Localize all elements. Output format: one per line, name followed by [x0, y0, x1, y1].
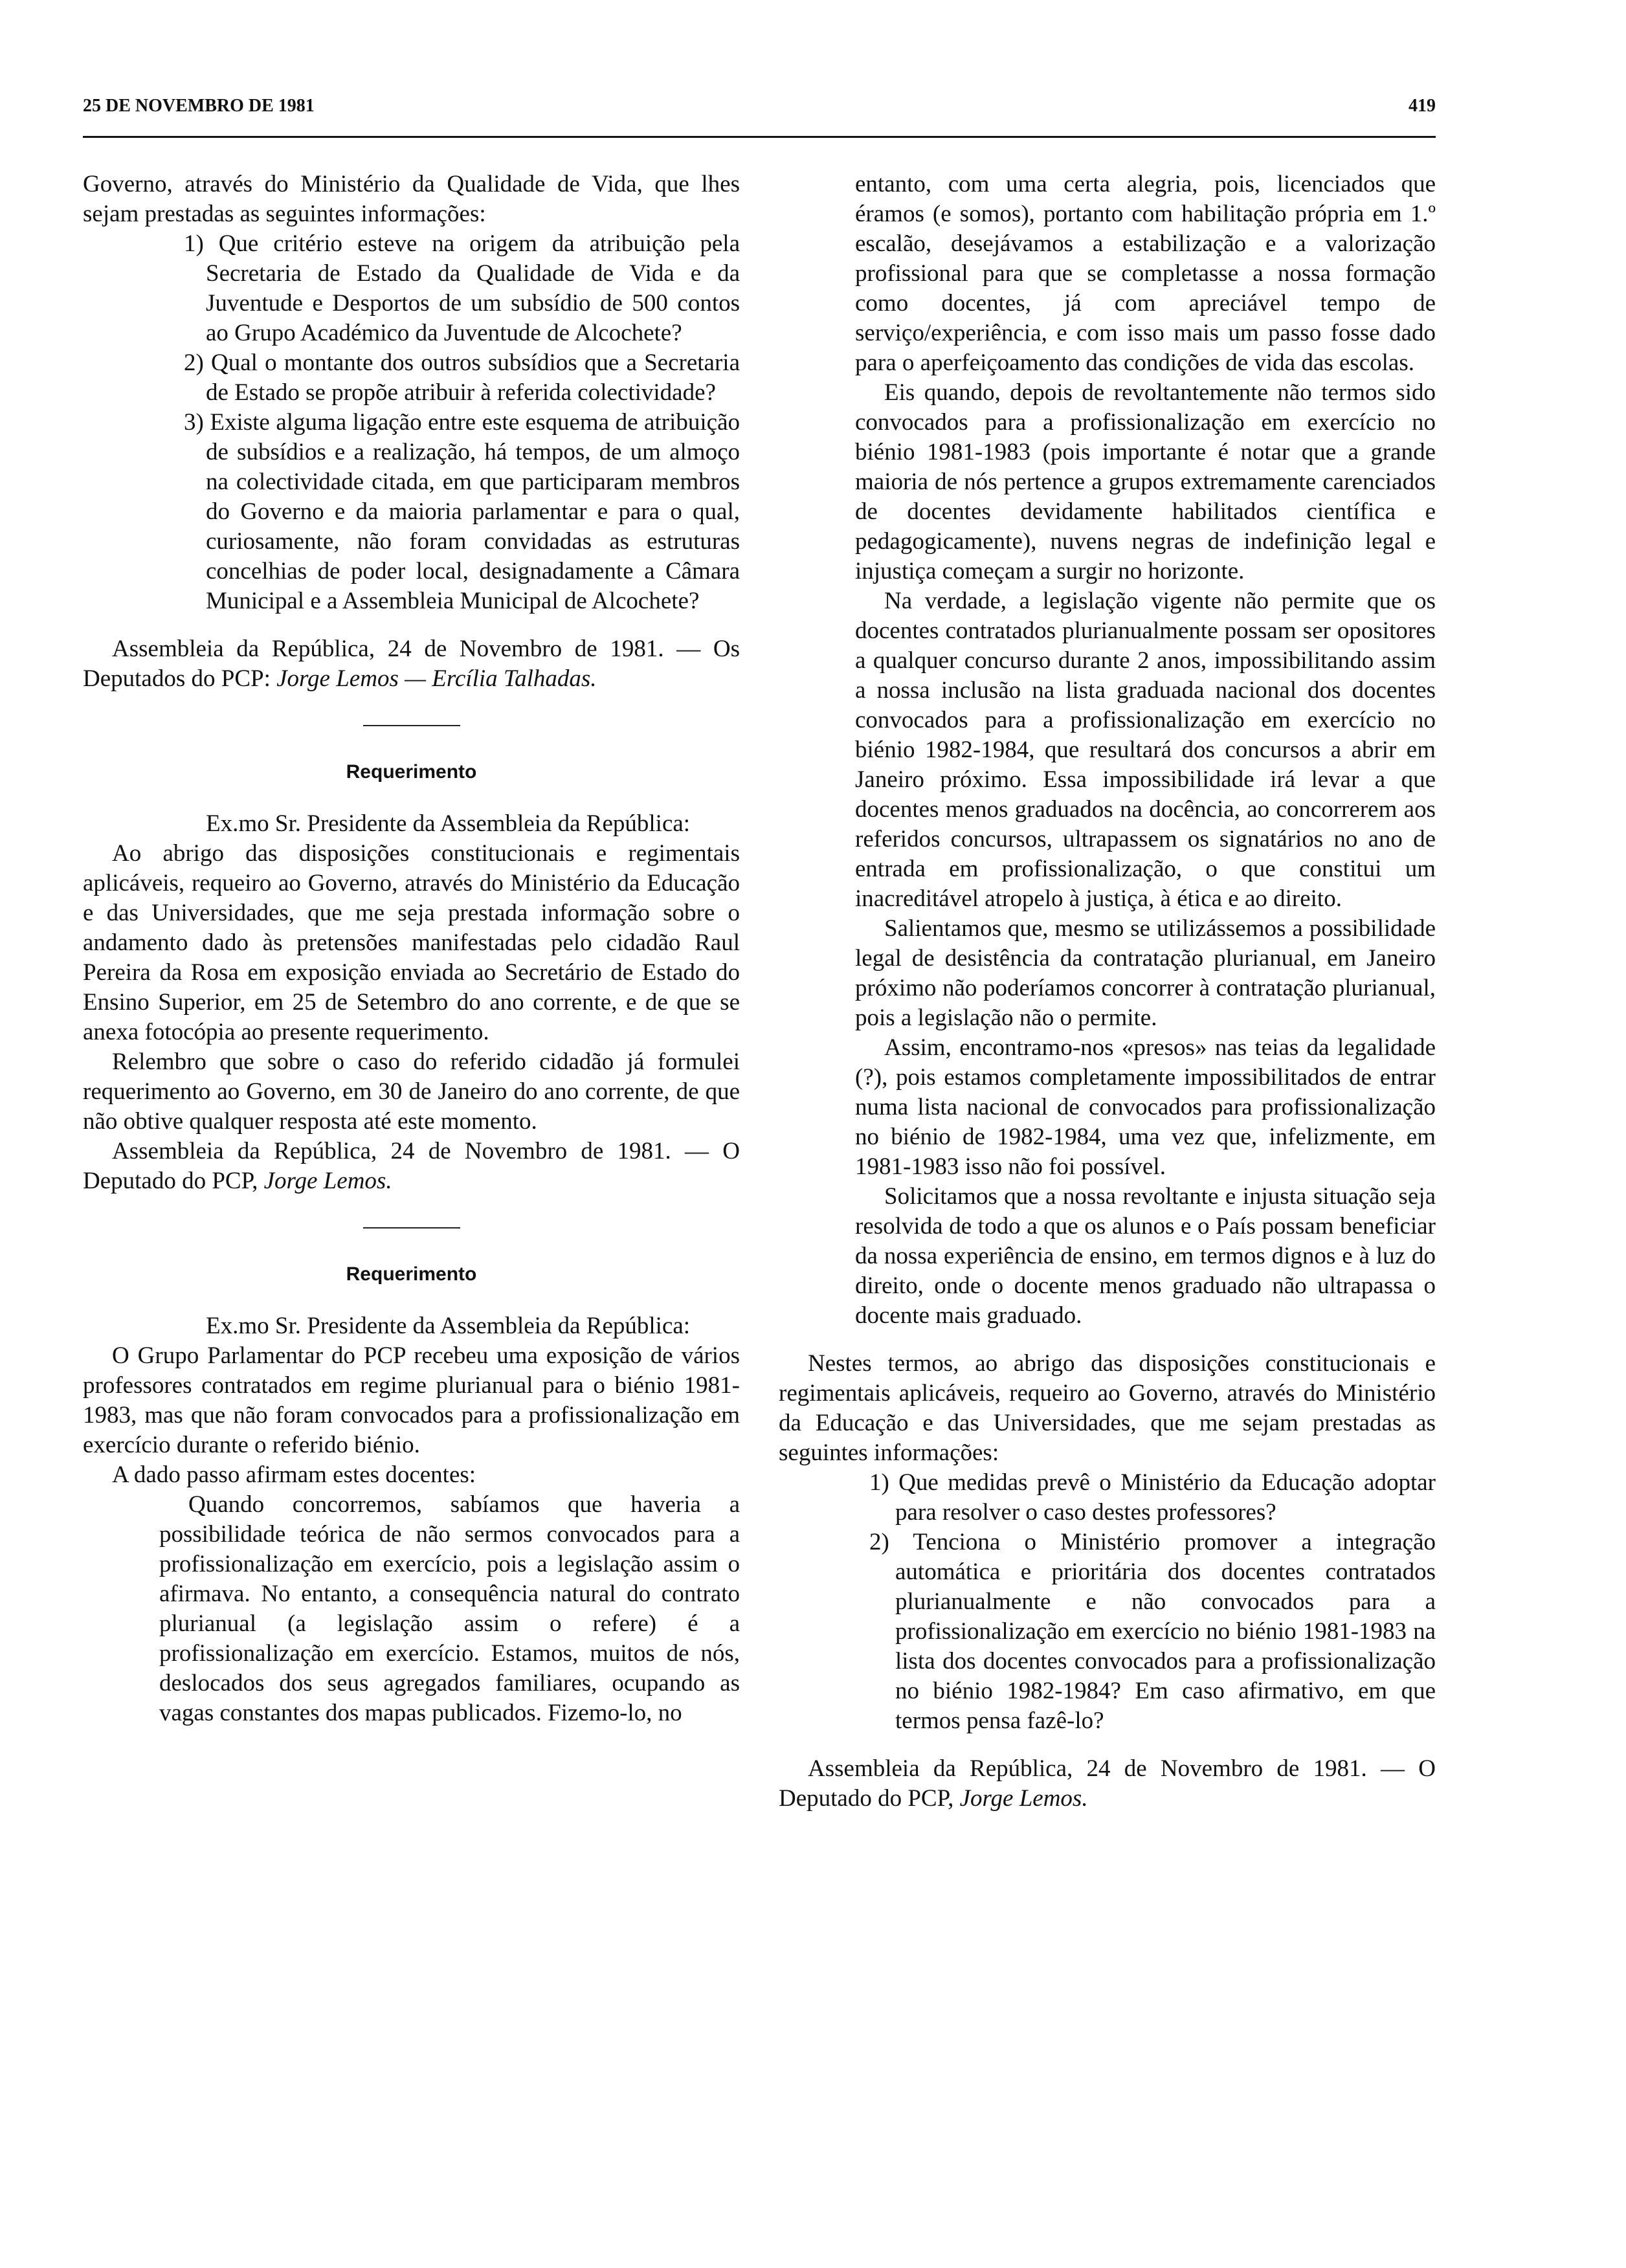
quoted-block-continued [779, 170, 1436, 1331]
left-column [83, 170, 740, 1728]
salutation: Ex.mo Sr. Presidente da Assembleia da República: [206, 1313, 691, 1339]
salutation: Ex.mo Sr. Presidente da Assembleia da República: [206, 810, 691, 837]
list-item: 2) Qual o montante dos outros subsídios que a Secretaria de Estado se propõe atribuir à referida colectividade? [184, 350, 740, 406]
section-heading: Requerimento [346, 1263, 477, 1285]
signature-name: Jorge Lemos. [959, 1785, 1088, 1812]
quote-paragraph: Na verdade, a legislação vigente não permite que os docentes contratados plurianualmente possam ser opositores a qualquer concurso durante 2 anos, impossibilitando assim a nossa inclusão na lista graduada nacional dos docentes convocados para a profissionalização em exercício no biénio 1982-1984, que resultará dos concursos a abrir em Janeiro próximo. Essa impossibilidade irá levar a que docentes menos graduados na docência, ao concorrerem aos referidos concursos, ultrapassem os signatários no ano de entrada em profissionalização, o que constitui um inacreditável atropelo à justiça, à ética e ao direito. [855, 588, 1436, 912]
question-list-2 [779, 1468, 1436, 1736]
quote-paragraph: Solicitamos que a nossa revoltante e injusta situação seja resolvida de todo a que os alunos e o País possam beneficiar da nossa experiência de ensino, em termos dignos e à luz do direito, onde o docente menos graduado não ultrapassa o docente mais graduado. [855, 1183, 1436, 1329]
signature-2: Assembleia da República, 24 de Novembro de 1981. — O Deputado do PCP, Jorge Lemos. [83, 1138, 740, 1194]
list-item: 1) Que critério esteve na origem da atribuição pela Secretaria de Estado da Qualidade de Vida e da Juventude e Desportos de um subsídio de 500 contos ao Grupo Académico da Juventude de Alcochete? [184, 230, 740, 346]
right-column [779, 170, 1436, 1814]
intro-paragraph: Governo, através do Ministério da Qualidade de Vida, que lhes sejam prestadas as seguintes informações: [83, 171, 740, 227]
signature-1: Assembleia da República, 24 de Novembro de 1981. — Os Deputados do PCP: Jorge Lemos — Ercília Talhadas. [83, 636, 740, 692]
paragraph: Relembro que sobre o caso do referido cidadão já formulei requerimento ao Governo, em 30 de Janeiro do ano corrente, de que não obtive qualquer resposta até este momento. [83, 1049, 740, 1135]
section-heading: Requerimento [346, 761, 477, 783]
signature-names: Jorge Lemos — Ercília Talhadas. [276, 665, 597, 692]
separator [363, 725, 460, 726]
quote-paragraph: Eis quando, depois de revoltantemente não termos sido convocados para a profissionalização em exercício no biénio 1981-1983 (pois importante é notar que a grande maioria de nós pertence a grupos extremamente carenciados de docentes devidamente habilitados científica e pedagogicamente), nuvens negras de indefinição legal e injustiça começam a surgir no horizonte. [855, 379, 1436, 584]
quote-paragraph: Quando concorremos, sabíamos que haveria a possibilidade teórica de não sermos convocados para a profissionalização em exercício, pois a legislação assim o afirmava. No entanto, a consequência natural do contrato plurianual (a legislação assim o refere) é a profissionalização em exercício. Estamos, muitos de nós, deslocados dos seus agregados familiares, ocupando as vagas constantes dos mapas publicados. Fizemo-lo, no [159, 1491, 740, 1726]
paragraph: O Grupo Parlamentar do PCP recebeu uma exposição de vários professores contratados em regime plurianual para o biénio 1981-1983, mas que não foram convocados para a profissionalização em exercício durante o referido biénio. [83, 1342, 740, 1458]
list-item: 3) Existe alguma ligação entre este esquema de atribuição de subsídios e a realização, há tempos, de um almoço na colectividade citada, em que participaram membros do Governo e da maioria parlamentar e para o qual, curiosamente, não foram convidadas as estruturas concelhias de poder local, designadamente a Câmara Municipal e a Assembleia Municipal de Alcochete? [184, 409, 740, 614]
signature-name: Jorge Lemos. [263, 1168, 392, 1194]
closing-paragraph: Nestes termos, ao abrigo das disposições constitucionais e regimentais aplicáveis, requeiro ao Governo, através do Ministério da Educação e das Universidades, que me sejam prestadas as seguintes informações: [779, 1350, 1436, 1466]
quote-paragraph: Salientamos que, mesmo se utilizássemos a possibilidade legal de desistência da contratação plurianual, em Janeiro próximo não poderíamos concorrer à contratação plurianual, pois a legislação não o permite. [855, 915, 1436, 1031]
header-rule [83, 136, 1436, 138]
page-header [83, 96, 1436, 117]
quote-paragraph: Assim, encontramo-nos «presos» nas teias da legalidade (?), pois estamos completamente impossibilitados de entrar numa lista nacional de convocados para profissionalização no biénio de 1982-1984, uma vez que, infelizmente, em 1981-1983 isso não foi possível. [855, 1034, 1436, 1180]
header-date: 25 DE NOVEMBRO DE 1981 [83, 96, 315, 116]
signature-3: Assembleia da República, 24 de Novembro de 1981. — O Deputado do PCP, Jorge Lemos. [779, 1755, 1436, 1812]
question-list-1 [83, 229, 740, 616]
paragraph: A dado passo afirmam estes docentes: [112, 1462, 476, 1488]
quote-paragraph: entanto, com uma certa alegria, pois, licenciados que éramos (e somos), portanto com habilitação própria em 1.º escalão, desejávamos a estabilização e a valorização profissional para que se completasse a nossa formação como docentes, já com apreciável tempo de serviço/experiência, e com isso mais um passo fosse dado para o aperfeiçoamento das condições de vida das escolas. [855, 171, 1436, 376]
quoted-block [83, 1490, 740, 1728]
list-item: 1) Que medidas prevê o Ministério da Educação adoptar para resolver o caso destes professores? [869, 1469, 1436, 1526]
list-item: 2) Tenciona o Ministério promover a integração automática e prioritária dos docentes contratados plurianualmente e não convocados para a profissionalização em exercício no biénio 1981-1983 na lista dos docentes convocados para a profissionalização no biénio 1982-1984? Em caso afirmativo, em que termos pensa fazê-lo? [869, 1529, 1436, 1734]
separator [363, 1227, 460, 1228]
paragraph: Ao abrigo das disposições constitucionais e regimentais aplicáveis, requeiro ao Governo, através do Ministério da Educação e das Universidades, que me seja prestada informação sobre o andamento dado às pretensões manifestadas pelo cidadão Raul Pereira da Rosa em exposição enviada ao Secretário de Estado do Ensino Superior, em 25 de Setembro do ano corrente, e de que se anexa fotocópia ao presente requerimento. [83, 840, 740, 1045]
page-number: 419 [1409, 96, 1436, 116]
